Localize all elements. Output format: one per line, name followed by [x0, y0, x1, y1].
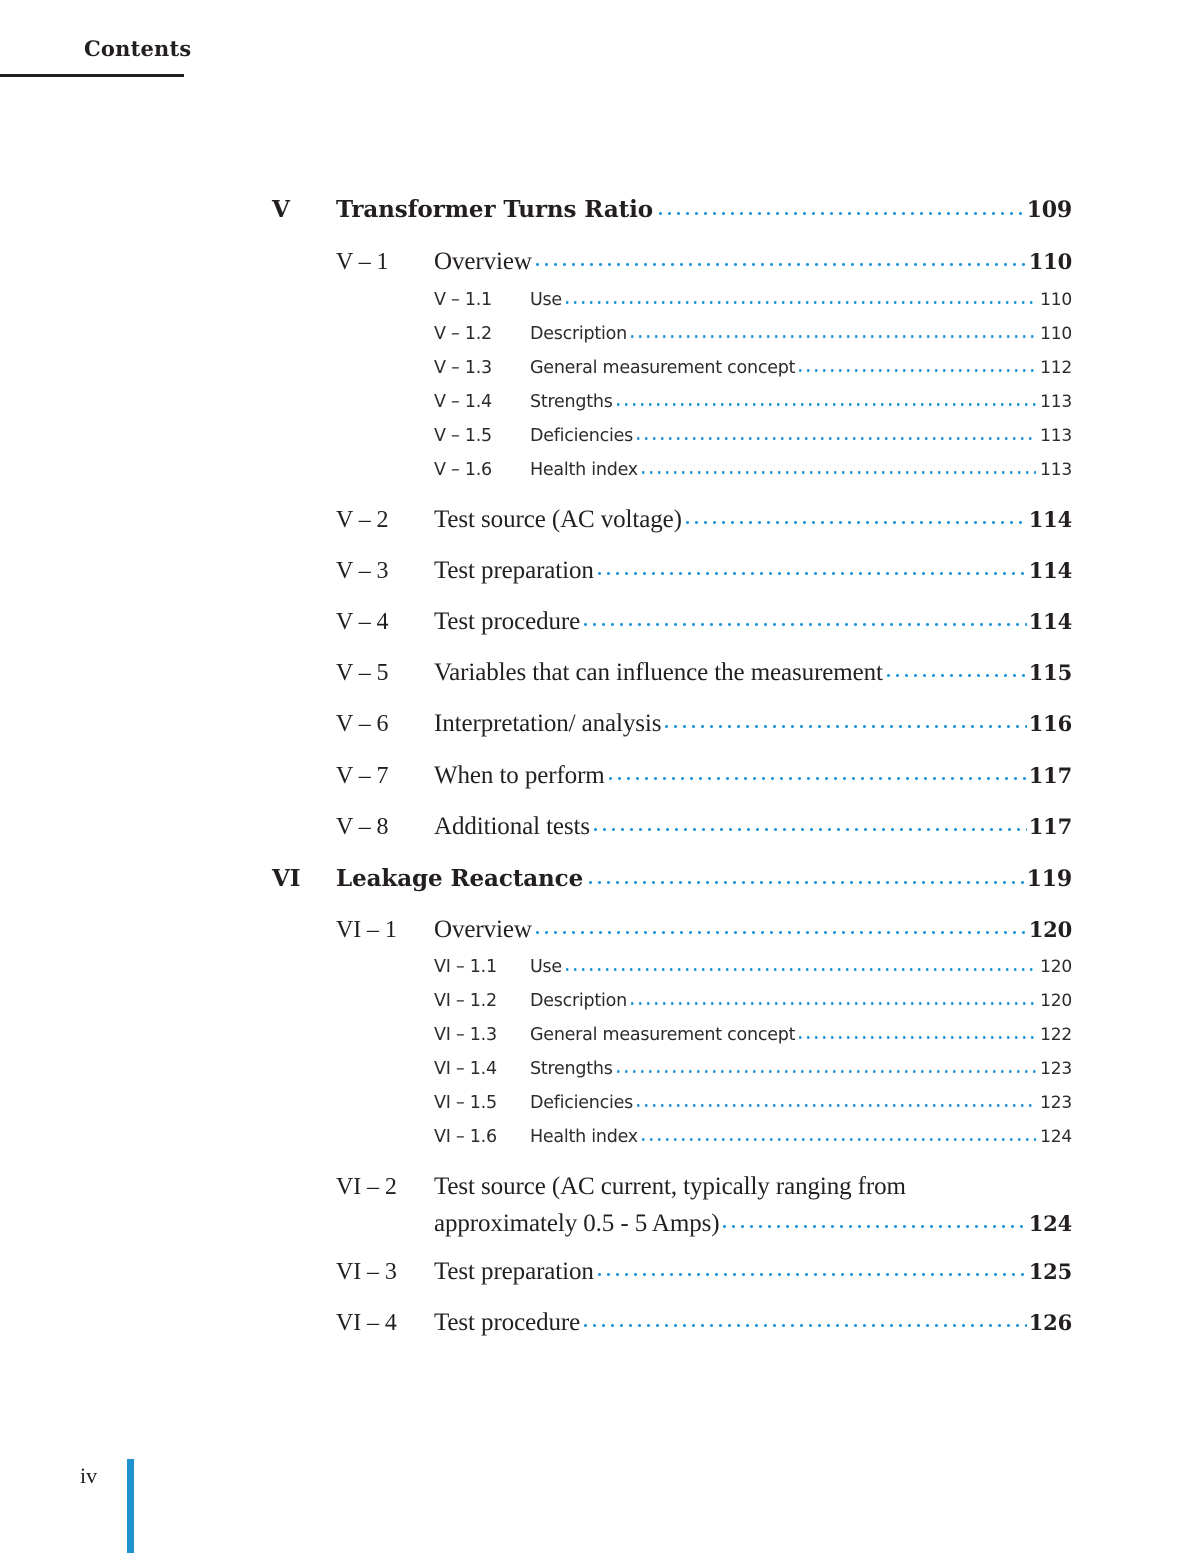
toc-entry-page-number: 120	[1040, 991, 1072, 1011]
toc-entry-level-1[interactable]	[272, 196, 1072, 223]
dot-leader	[566, 958, 1036, 976]
running-head-label: Contents	[84, 36, 192, 61]
toc-entry-number: VI – 1.3	[434, 1025, 497, 1045]
toc-entry-number: V – 5	[336, 660, 389, 686]
dot-leader	[598, 559, 1027, 584]
toc-entry-title: Test source (AC voltage)	[434, 506, 682, 533]
toc-entry-title: Overview	[434, 916, 532, 943]
dot-leader	[799, 359, 1036, 377]
dot-leader	[642, 1128, 1036, 1146]
toc-entry-number: V – 1.3	[434, 358, 492, 378]
dot-leader	[665, 712, 1026, 737]
toc-entry-page-number: 110	[1040, 290, 1072, 310]
toc-entry-title: Health index	[530, 1127, 638, 1147]
toc-entry-number: V – 1.4	[434, 392, 492, 412]
toc-entry-title: Additional tests	[434, 813, 591, 840]
dot-leader	[887, 661, 1027, 686]
dot-leader	[584, 1311, 1027, 1336]
toc-entry-number: V – 2	[336, 507, 389, 533]
toc-entry-number: V – 1	[336, 249, 389, 275]
dot-leader	[566, 291, 1036, 309]
toc-entry-number: VI – 1.2	[434, 991, 497, 1011]
dot-leader	[617, 393, 1037, 411]
toc-entry-number: V – 1.2	[434, 324, 492, 344]
toc-entry-number: V – 7	[336, 763, 389, 789]
toc-entry-title: Use	[530, 290, 562, 310]
toc-entry-page-number: 114	[1028, 609, 1072, 634]
toc-entry-level-1[interactable]	[272, 865, 1072, 892]
dot-leader	[642, 461, 1036, 479]
toc-entry-title: Strengths	[530, 392, 613, 412]
toc-entry-page-number: 113	[1040, 460, 1072, 480]
dot-leader	[617, 1060, 1037, 1078]
toc-entry-level-3[interactable]	[434, 358, 1072, 378]
toc-entry-page-number: 125	[1028, 1259, 1072, 1284]
toc-entry-page-number: 126	[1028, 1310, 1072, 1335]
dot-leader	[659, 198, 1024, 221]
toc-entry-number: V – 4	[336, 609, 389, 635]
toc-entry-number: VI – 3	[336, 1259, 397, 1285]
folio-accent-bar	[127, 1459, 134, 1553]
toc-entry-title: Test preparation	[434, 1258, 594, 1285]
toc-entry-level-2[interactable]	[336, 557, 1072, 585]
toc-entry-number: V – 1.6	[434, 460, 492, 480]
dot-leader	[536, 250, 1027, 275]
toc-entry-level-2[interactable]	[336, 1173, 1072, 1238]
toc-entry-title: When to perform	[434, 762, 605, 789]
toc-entry-title: Test source (AC current, typically ranging from	[434, 1173, 906, 1200]
page-footer	[0, 1433, 200, 1553]
running-head	[0, 36, 192, 80]
dot-leader	[686, 508, 1027, 533]
toc-entry-level-2[interactable]	[336, 762, 1072, 790]
toc-entry-title-continued: approximately 0.5 - 5 Amps)	[434, 1210, 720, 1237]
toc-entry-number: V	[272, 196, 290, 223]
toc-entry-level-3[interactable]	[434, 460, 1072, 480]
toc-entry-page-number: 110	[1040, 324, 1072, 344]
toc-entry-page-number: 114	[1028, 507, 1072, 532]
toc-entry-number: VI – 1.4	[434, 1059, 497, 1079]
toc-entry-title: Overview	[434, 248, 532, 275]
toc-entry-number: VI – 1.5	[434, 1093, 497, 1113]
toc-entry-title: Test preparation	[434, 557, 594, 584]
toc-entry-number: VI – 4	[336, 1310, 397, 1336]
toc-entry-level-3[interactable]	[434, 290, 1072, 310]
toc-entry-level-3[interactable]	[434, 426, 1072, 446]
toc-entry-page-number: 113	[1040, 426, 1072, 446]
dot-leader	[637, 427, 1036, 445]
toc-entry-page-number: 124	[1028, 1211, 1072, 1236]
toc-entry-page-number: 116	[1028, 711, 1072, 736]
dot-leader	[598, 1260, 1027, 1285]
toc-entry-page-number: 123	[1040, 1059, 1072, 1079]
toc-entry-page-number: 113	[1040, 392, 1072, 412]
toc-entry-page-number: 123	[1040, 1093, 1072, 1113]
toc-entry-level-2[interactable]	[336, 659, 1072, 687]
toc-entry-title: Leakage Reactance	[336, 865, 584, 892]
toc-entry-page-number: 117	[1028, 763, 1072, 788]
toc-entry-level-3[interactable]	[434, 957, 1072, 977]
dot-leader	[631, 325, 1036, 343]
toc-entry-level-3[interactable]	[434, 324, 1072, 344]
toc-entry-page-number: 120	[1040, 957, 1072, 977]
toc-entry-title: Variables that can influence the measurement	[434, 659, 883, 686]
toc-entry-page-number: 110	[1028, 249, 1072, 274]
toc-entry-number: V – 6	[336, 711, 389, 737]
toc-entry-page-number: 115	[1028, 660, 1072, 685]
toc-entry-level-3[interactable]	[434, 392, 1072, 412]
toc-entry-page-number: 122	[1040, 1025, 1072, 1045]
toc-entry-title: Deficiencies	[530, 426, 633, 446]
dot-leader	[723, 1212, 1026, 1237]
toc-entry-page-number: 109	[1026, 197, 1072, 223]
toc-entry-number: VI – 1	[336, 917, 397, 943]
toc-entry-number: VI – 2	[336, 1174, 397, 1200]
toc-entry-title: Strengths	[530, 1059, 613, 1079]
toc-entry-level-2[interactable]	[336, 1309, 1072, 1337]
toc-entry-title: Transformer Turns Ratio	[336, 196, 654, 223]
toc-entry-title: General measurement concept	[530, 1025, 796, 1045]
toc-entry-number: VI – 1.1	[434, 957, 497, 977]
toc-entry-level-2[interactable]	[336, 1258, 1072, 1286]
toc-entry-title: Health index	[530, 460, 638, 480]
dot-leader	[594, 815, 1027, 840]
toc-entry-level-3[interactable]	[434, 1127, 1072, 1147]
toc-entry-page-number: 124	[1040, 1127, 1072, 1147]
dot-leader	[536, 918, 1027, 943]
toc-entry-level-3[interactable]	[434, 1093, 1072, 1113]
toc-entry-title: Interpretation/ analysis	[434, 710, 662, 737]
toc-entry-level-2[interactable]	[336, 608, 1072, 636]
dot-leader	[631, 992, 1036, 1010]
toc-entry-title: Description	[530, 991, 627, 1011]
toc-entry-number: V – 1.5	[434, 426, 492, 446]
toc-entry-title: Use	[530, 957, 562, 977]
toc-entry-level-2[interactable]	[336, 710, 1072, 738]
toc-entry-number: V – 8	[336, 814, 389, 840]
toc-entry-level-3[interactable]	[434, 991, 1072, 1011]
toc-entry-level-2[interactable]	[336, 248, 1072, 276]
dot-leader	[609, 764, 1027, 789]
toc-entry-title: Test procedure	[434, 1309, 581, 1336]
running-head-rule	[0, 74, 184, 77]
toc-entry-page-number: 112	[1040, 358, 1072, 378]
toc-entry-title: General measurement concept	[530, 358, 796, 378]
toc-entry-level-2[interactable]	[336, 916, 1072, 944]
toc-entry-page-number: 120	[1028, 917, 1072, 942]
toc-entry-number: V – 1.1	[434, 290, 492, 310]
dot-leader	[584, 610, 1027, 635]
toc-entry-number: VI	[272, 865, 301, 892]
toc-entry-number: VI – 1.6	[434, 1127, 497, 1147]
toc-entry-title: Description	[530, 324, 627, 344]
toc-entry-level-3[interactable]	[434, 1025, 1072, 1045]
toc-entry-level-2[interactable]	[336, 506, 1072, 534]
dot-leader	[799, 1026, 1036, 1044]
toc-entry-level-3[interactable]	[434, 1059, 1072, 1079]
toc-entry-title: Deficiencies	[530, 1093, 633, 1113]
dot-leader	[589, 867, 1024, 890]
toc-entry-page-number: 119	[1026, 866, 1072, 892]
toc-entry-page-number: 114	[1028, 558, 1072, 583]
toc-entry-title: Test procedure	[434, 608, 581, 635]
toc-entry-page-number: 117	[1028, 814, 1072, 839]
toc-entry-number: V – 3	[336, 558, 389, 584]
dot-leader	[637, 1094, 1036, 1112]
folio-page-number: iv	[80, 1463, 98, 1488]
toc-entry-level-2[interactable]	[336, 813, 1072, 841]
